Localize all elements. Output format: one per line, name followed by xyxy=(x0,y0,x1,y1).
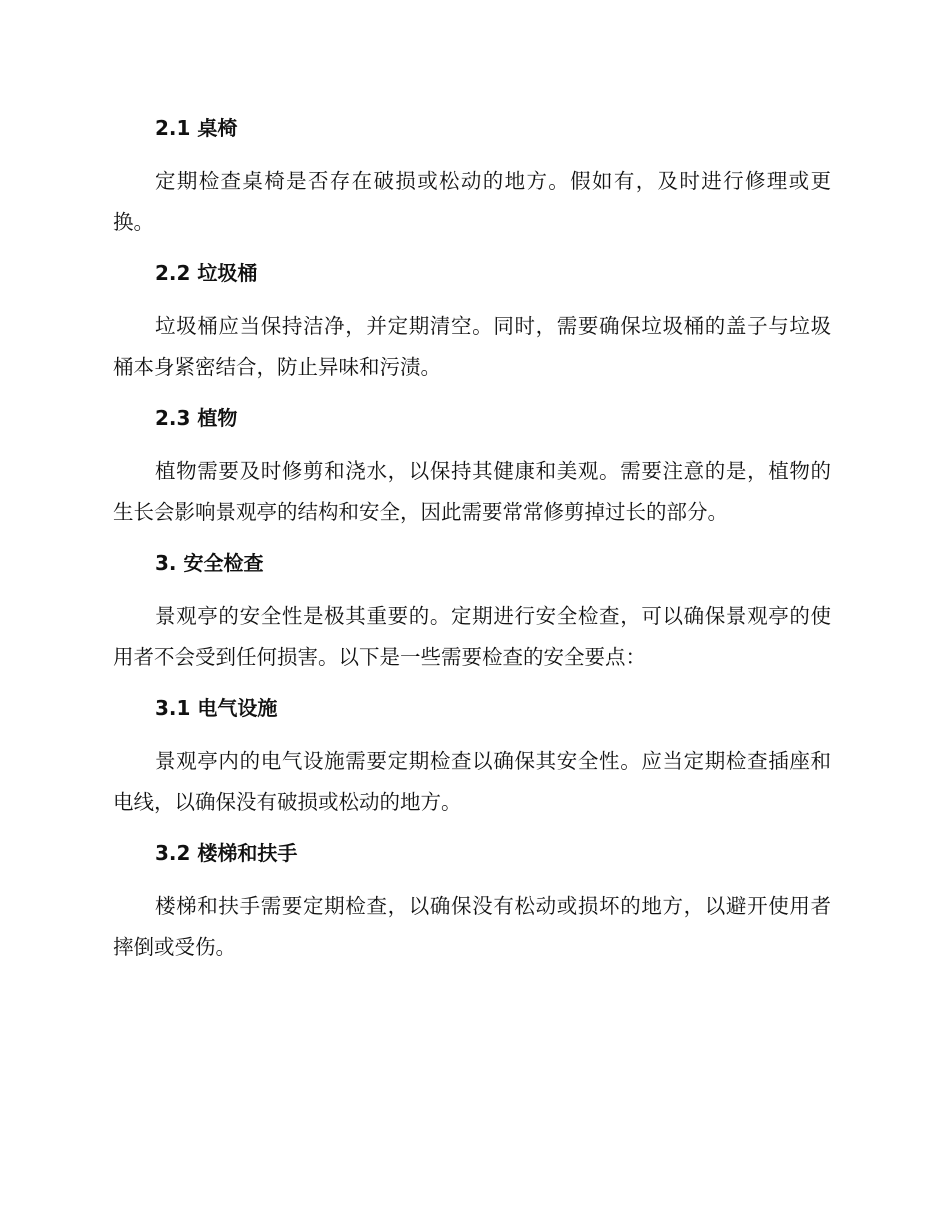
section-paragraph: 垃圾桶应当保持洁净，并定期清空。同时，需要确保垃圾桶的盖子与垃圾桶本身紧密结合，防止异味和污渍。 xyxy=(113,314,831,379)
section-heading: 3.1 电气设施 xyxy=(155,696,278,720)
section-paragraph: 景观亭内的电气设施需要定期检查以确保其安全性。应当定期检查插座和电线，以确保没有破损或松动的地方。 xyxy=(113,749,831,814)
section-2-1 xyxy=(113,108,831,253)
section-3 xyxy=(113,543,831,688)
section-paragraph: 定期检查桌椅是否存在破损或松动的地方。假如有，及时进行修理或更换。 xyxy=(113,169,831,234)
section-3-2 xyxy=(113,833,831,967)
section-heading: 3. 安全检查 xyxy=(155,551,264,575)
section-heading: 2.3 植物 xyxy=(155,406,238,430)
section-paragraph: 植物需要及时修剪和浇水，以保持其健康和美观。需要注意的是，植物的生长会影响景观亭的结构和安全，因此需要常常修剪掉过长的部分。 xyxy=(113,459,831,524)
section-heading: 3.2 楼梯和扶手 xyxy=(155,841,298,865)
section-2-3 xyxy=(113,398,831,543)
section-2-2 xyxy=(113,253,831,398)
section-3-1 xyxy=(113,688,831,833)
document-page xyxy=(113,108,831,967)
section-paragraph: 景观亭的安全性是极其重要的。定期进行安全检查，可以确保景观亭的使用者不会受到任何损害。以下是一些需要检查的安全要点： xyxy=(113,604,831,669)
section-heading: 2.1 桌椅 xyxy=(155,116,238,140)
section-heading: 2.2 垃圾桶 xyxy=(155,261,258,285)
section-paragraph: 楼梯和扶手需要定期检查，以确保没有松动或损坏的地方，以避开使用者摔倒或受伤。 xyxy=(113,894,831,959)
